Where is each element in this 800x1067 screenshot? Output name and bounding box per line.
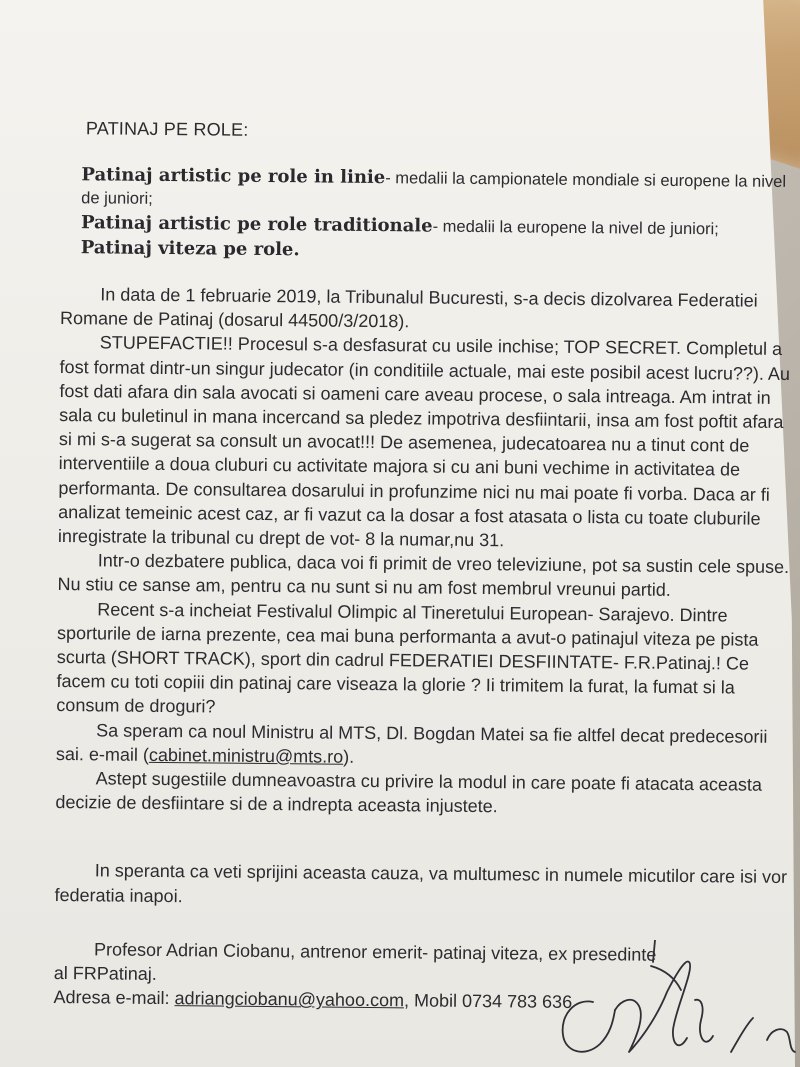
- paragraph-request: Astept sugestiile dumneavoastra cu privire la modul in care poate fi atacata aceasta decizie de desfiintare si de a indrepta aceasta injustete.: [55, 768, 763, 817]
- letter-content: [53, 118, 800, 1017]
- contact-label: Adresa e-mail:: [53, 987, 175, 1009]
- letter-heading: PATINAJ PE ROLE:: [85, 118, 249, 140]
- paragraph-dissolution: In data de 1 februarie 2019, la Tribunalul Bucuresti, s-a decis dizolvarea Federatiei Romane de Patinaj (dosarul 44500/3/2018).: [59, 284, 758, 332]
- paragraph-debate: Intr-o dezbatere publica, daca voi fi primit de vreo televiziune, pot sa sustin cele spuse. Nu stiu ce sanse am, pentru ca nu sunt si nu am fost membrul vreunui partid.: [57, 550, 790, 601]
- handwritten-signature: [555, 940, 800, 1067]
- paragraph-closing: In speranta ca veti sprijini aceasta cauza, va multumesc in numele micutilor care isi vor federatia inapoi.: [54, 860, 788, 906]
- signature-name-line: Profesor Adrian Ciobanu, antrenor emerit- patinaj viteza, ex presedinte: [93, 939, 657, 965]
- signature-role-line: al FRPatinaj.: [53, 963, 157, 985]
- discipline-text: - medalii la europene la nivel de juniori;: [432, 217, 719, 239]
- discipline-title: Patinaj viteza pe role.: [80, 237, 300, 261]
- disciplines-list: [81, 163, 800, 267]
- discipline-title: Patinaj artistic pe role in linie: [81, 164, 386, 189]
- discipline-item: [81, 163, 800, 217]
- discipline-text: - medalii la campionatele mondiale si europene la nivel de juniori;: [81, 169, 787, 208]
- paragraph-minister: [56, 718, 796, 774]
- minister-email-link[interactable]: cabinet.ministru@mts.ro: [148, 744, 344, 767]
- contact-email-link[interactable]: adriangciobanu@yahoo.com: [174, 988, 405, 1011]
- minister-text: Sa speram ca noul Ministru al MTS, Dl. Bogdan Matei sa fie altfel decat predecesorii sai. e-mail (: [55, 720, 768, 765]
- letter-body: [54, 282, 800, 914]
- paragraph-festival: Recent s-a incheiat Festivalul Olimpic al Tineretului European- Sarajevo. Dintre sporturile de iarna prezente, cea mai buna performanta a avut-o patinajul viteza pe pista scurta (SHORT TRACK), sport din cadrul FEDERATIEI DESFIINTATE- F.R.Patinaj.! Ce facem cu toti copiii din patinaj care viseaza la glorie ? Ii trimitem la furat, la fumat si la consum de droguri?: [56, 599, 759, 717]
- minister-text-end: ).: [343, 746, 355, 767]
- paragraph-stupefaction: STUPEFACTIE!! Procesul s-a desfasurat cu usile inchise; TOP SECRET. Completul a fost format dintr-un singur judecator (in conditiile actuale, mai este posibil acest lucru??). Au fost dati afara din sala avocati si oameni care aveau procese, o sala intreaga. Am intrat in sala cu buletinul in mana incercand sa pledez impotriva desfiintarii, insa am fost poftit afara si mi s-a sugerat sa consult un avocat!!! De asemenea, judecatoarea nu a tinut cont de interventiile a doua cluburi cu activitate majora si cu ani buni vechime in activitatea de performanta. De consultarea dosarului in profunzime nici nu mai poate fi vorba. Daca ar fi analizat temeinic acest caz, ar fi vazut ca la dosar a fost atasata o lista cu toate cluburile inregistrate la tribunal cu drept de vot- 8 la numar,nu 31.: [57, 332, 791, 551]
- contact-phone: , Mobil 0734 783 636: [403, 990, 573, 1013]
- discipline-title: Patinaj artistic pe role traditionale: [80, 212, 433, 237]
